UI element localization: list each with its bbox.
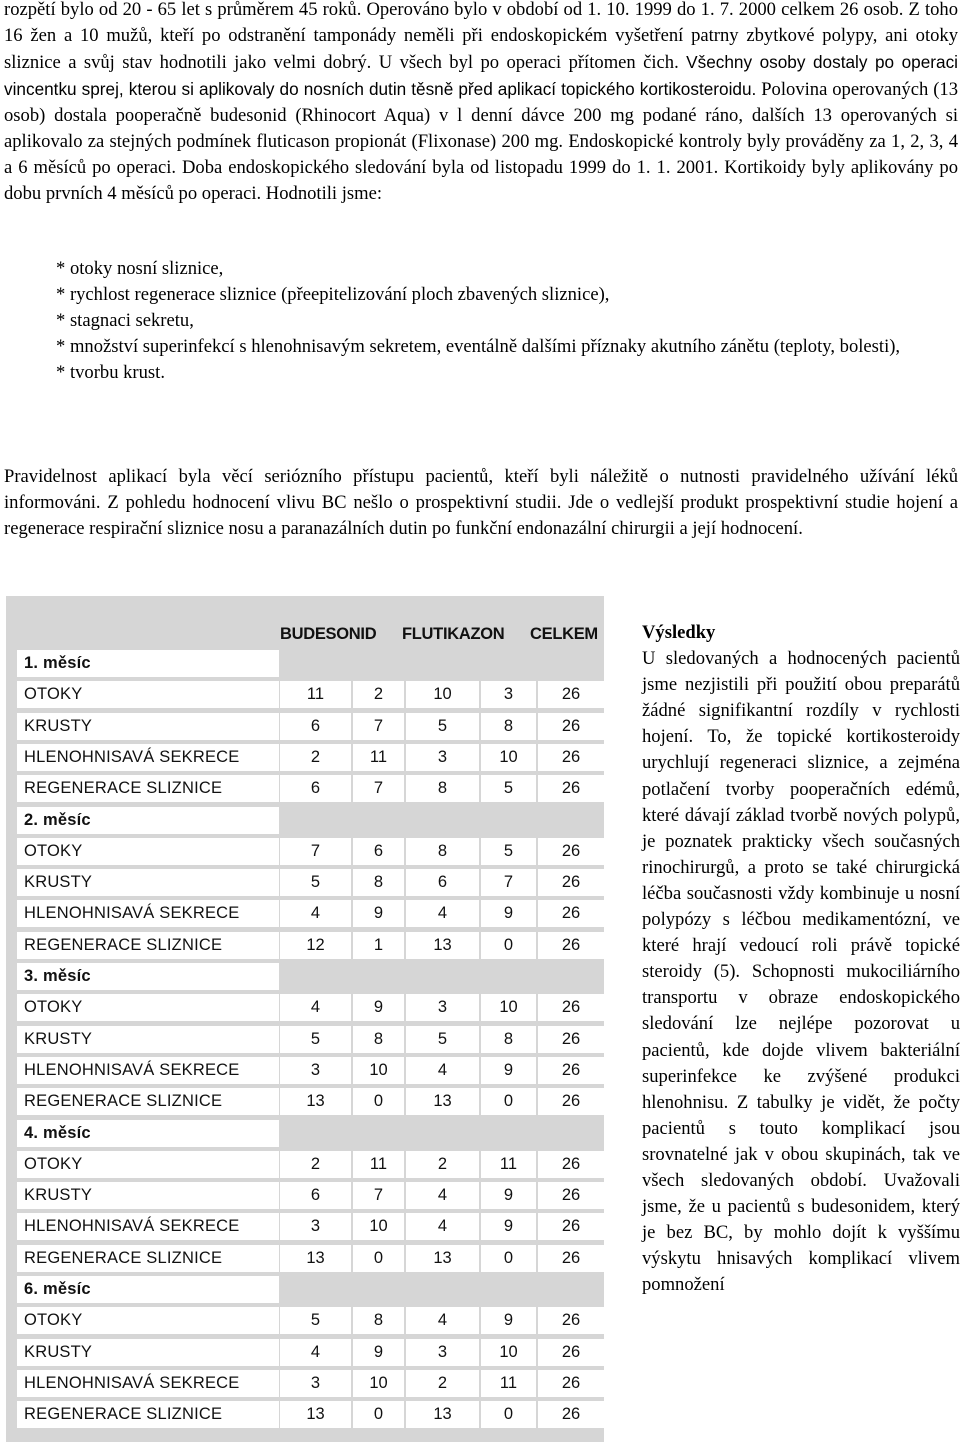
table-cell: 13 xyxy=(406,1088,479,1115)
criteria-item: * otoky nosní sliznice, xyxy=(56,258,224,279)
month-label: 4. měsíc xyxy=(17,1120,279,1147)
intro-paragraph xyxy=(4,0,958,207)
table-cell: 0 xyxy=(353,1401,404,1428)
table-cell: 5 xyxy=(481,775,536,802)
table-row xyxy=(17,900,604,927)
table-cell: 26 xyxy=(538,869,604,896)
table-cell: 2 xyxy=(280,1151,351,1178)
table-cell: 26 xyxy=(538,1401,604,1428)
month-row xyxy=(17,650,604,677)
row-label: KRUSTY xyxy=(17,713,279,740)
table-cell: 0 xyxy=(353,1088,404,1115)
table-cell: 26 xyxy=(538,994,604,1021)
table-cell: 26 xyxy=(538,744,604,771)
table-cell: 26 xyxy=(538,1213,604,1240)
criteria-item: * tvorbu krust. xyxy=(56,362,165,383)
month-label: 3. měsíc xyxy=(17,963,279,990)
row-label: REGENERACE SLIZNICE xyxy=(17,775,279,802)
table-cell: 2 xyxy=(406,1370,479,1397)
table-cell: 11 xyxy=(481,1370,536,1397)
table-cell: 3 xyxy=(280,1213,351,1240)
table-cell: 5 xyxy=(280,869,351,896)
table-cell: 13 xyxy=(406,932,479,959)
table-cell: 9 xyxy=(481,1307,536,1334)
table-cell: 4 xyxy=(406,1182,479,1209)
row-label: HLENOHNISAVÁ SEKRECE xyxy=(17,900,279,927)
table-row xyxy=(17,713,604,740)
table-cell: 12 xyxy=(280,932,351,959)
row-label: REGENERACE SLIZNICE xyxy=(17,1245,279,1272)
row-label: HLENOHNISAVÁ SEKRECE xyxy=(17,1213,279,1240)
month-row xyxy=(17,1276,604,1303)
table-cell: 5 xyxy=(280,1307,351,1334)
table-cell: 10 xyxy=(406,681,479,708)
table-cell: 0 xyxy=(353,1245,404,1272)
table-cell: 11 xyxy=(280,681,351,708)
table-row xyxy=(17,1088,604,1115)
table-cell: 26 xyxy=(538,1088,604,1115)
table-cell: 3 xyxy=(406,1339,479,1366)
table-cell: 26 xyxy=(538,775,604,802)
table-cell: 9 xyxy=(353,994,404,1021)
table-cell: 6 xyxy=(280,1182,351,1209)
row-label: KRUSTY xyxy=(17,1026,279,1053)
month-label: 6. měsíc xyxy=(17,1276,279,1303)
row-label: OTOKY xyxy=(17,838,279,865)
table-cell: 26 xyxy=(538,838,604,865)
table-row xyxy=(17,838,604,865)
table-cell: 26 xyxy=(538,1307,604,1334)
table-row xyxy=(17,775,604,802)
table-row xyxy=(17,994,604,1021)
table-cell: 26 xyxy=(538,1370,604,1397)
table-cell: 7 xyxy=(353,713,404,740)
row-label: OTOKY xyxy=(17,1307,279,1334)
table-cell: 26 xyxy=(538,681,604,708)
table-cell: 13 xyxy=(406,1245,479,1272)
table-row xyxy=(17,1339,604,1366)
table-cell: 6 xyxy=(280,713,351,740)
table-row xyxy=(17,681,604,708)
month-label: 2. měsíc xyxy=(17,807,279,834)
table-cell: 5 xyxy=(280,1026,351,1053)
second-paragraph: Pravidelnost aplikací byla věcí seriózního přístupu pacientů, kteří byli náležitě o nutnosti pravidelného užívání léků informováni. Z pohledu hodnocení vlivu BC nešlo o prospektivní studii. Jde o vedlejší produkt prospektivní studie hojení a regenerace respirační sliznice nosu a paranazálních dutin po funkční endonazální chirurgii a její hodnocení. xyxy=(4,466,958,539)
results-text: U sledovaných a hodnocených pacientů jsme nezjistili při použití obou preparátů žádné signifikantní rozdíly v rychlosti hojení. To, že topické kortikosteroidy urychlují regeneraci sliznice, a zejména potlačení tvorby pooperačních edémů, které dávají základ tvorbě nových polypů, je poznatek prakticky všech současných rinochirurgů, a proto se také chirurgická léčba současnosti vždy kombinuje u nosní polypózy s léčbou medikamentózní, ve které hrají vedoucí roli právě topické steroidy (5). Schopnosti mukociliárního transportu v obraze endoskopického sledování lze nejlépe pozorovat u pacientů, kde dojde vlivem bakteriální superinfekce ke zvýšené produkci hlenohnisu. Z tabulky je vidět, že počty pacientů s touto komplikací jsou srovnatelné jak v obou skupinách, tak ve všech sledovaných období. Uvažovali jsme, že u pacientů s budesonidem, který je bez BC, by mohlo dojít k vyššímu výskytu hnisavých komplikací vlivem pomnožení xyxy=(642,648,960,1296)
table-cell: 13 xyxy=(406,1401,479,1428)
table-cell: 7 xyxy=(353,775,404,802)
table-cell: 26 xyxy=(538,932,604,959)
table-cell: 9 xyxy=(481,1182,536,1209)
table-cell: 26 xyxy=(538,1182,604,1209)
table-cell: 7 xyxy=(481,869,536,896)
intro-sentence-1: rozpětí bylo od 20 - 65 let s průměrem 45 roků. Operováno bylo v období od 1. 10. 1999 do 1. 7. 2000 celkem 26 osob. Z toho 16 žen a 10 mužů, kteří po odstranění tamponády neměli při endoskopickém vyšetření patrny zbytkové polypy, ani otoky sliznice a svůj stav hodnotili jako velmi dobrý. U všech byl po operaci přítomen čich. xyxy=(4,0,958,73)
table-cell: 9 xyxy=(481,1057,536,1084)
table-cell: 5 xyxy=(406,713,479,740)
table-cell: 3 xyxy=(481,681,536,708)
row-label: OTOKY xyxy=(17,1151,279,1178)
table-cell: 7 xyxy=(353,1182,404,1209)
header-celkem: CELKEM xyxy=(530,625,598,643)
table-row xyxy=(17,1151,604,1178)
table-cell: 2 xyxy=(353,681,404,708)
table-cell: 8 xyxy=(481,1026,536,1053)
table-cell: 3 xyxy=(406,744,479,771)
table-cell: 13 xyxy=(280,1245,351,1272)
table-row xyxy=(17,1213,604,1240)
table-row xyxy=(17,869,604,896)
row-label: REGENERACE SLIZNICE xyxy=(17,1401,279,1428)
results-section xyxy=(642,620,960,1298)
table-cell: 4 xyxy=(406,1307,479,1334)
table-cell: 13 xyxy=(280,1088,351,1115)
table-cell: 3 xyxy=(280,1057,351,1084)
table-cell: 26 xyxy=(538,900,604,927)
table-cell: 0 xyxy=(481,1245,536,1272)
table-cell: 26 xyxy=(538,1339,604,1366)
table-cell: 4 xyxy=(280,994,351,1021)
table-cell: 10 xyxy=(353,1213,404,1240)
table-cell: 26 xyxy=(538,713,604,740)
table-cell: 10 xyxy=(481,994,536,1021)
table-cell: 5 xyxy=(481,838,536,865)
row-label: HLENOHNISAVÁ SEKRECE xyxy=(17,744,279,771)
row-label: OTOKY xyxy=(17,994,279,1021)
table-row xyxy=(17,932,604,959)
table-cell: 10 xyxy=(353,1370,404,1397)
table-cell: 6 xyxy=(280,775,351,802)
table-cell: 5 xyxy=(406,1026,479,1053)
table-row xyxy=(17,1245,604,1272)
table-row xyxy=(17,1057,604,1084)
table-cell: 0 xyxy=(481,932,536,959)
header-flutikazon: FLUTIKAZON xyxy=(402,625,505,643)
table-cell: 8 xyxy=(406,838,479,865)
table-cell: 2 xyxy=(406,1151,479,1178)
evaluation-criteria-list xyxy=(56,256,906,386)
table-cell: 4 xyxy=(406,1213,479,1240)
table-row xyxy=(17,1307,604,1334)
table-cell: 7 xyxy=(280,838,351,865)
row-label: REGENERACE SLIZNICE xyxy=(17,1088,279,1115)
table-cell: 26 xyxy=(538,1057,604,1084)
table-cell: 4 xyxy=(280,900,351,927)
table-cell: 3 xyxy=(280,1370,351,1397)
table-cell: 11 xyxy=(481,1151,536,1178)
month-label: 1. měsíc xyxy=(17,650,279,677)
table-row xyxy=(17,744,604,771)
table-cell: 8 xyxy=(481,713,536,740)
table-cell: 9 xyxy=(481,900,536,927)
table-row xyxy=(17,1370,604,1397)
table-cell: 6 xyxy=(353,838,404,865)
table-cell: 1 xyxy=(353,932,404,959)
results-heading: Výsledky xyxy=(642,622,716,643)
table-cell: 2 xyxy=(280,744,351,771)
criteria-item: * stagnaci sekretu, xyxy=(56,310,194,331)
table-cell: 10 xyxy=(353,1057,404,1084)
row-label: KRUSTY xyxy=(17,869,279,896)
row-label: KRUSTY xyxy=(17,1339,279,1366)
intro-sentence-3: Polovina operovaných (13 osob) dostala pooperačně budesonid (Rhinocort Aqua) v l denní dávce 200 mg podané ráno, dalších 13 operovaných si aplikovalo za stejných podmínek fluticason propionát (Flixonase) 200 mg. Endoskopické kontroly byly prováděny za 1, 2, 3, 4 a 6 měsíců po operaci. Doba endoskopického sledování byla od listopadu 1999 do 1. 1. 2001. Kortikoidy byly aplikovány po dobu prvních 4 měsíců po operaci. Hodnotili jsme: xyxy=(4,79,958,204)
table-cell: 0 xyxy=(481,1088,536,1115)
table-row xyxy=(17,1026,604,1053)
table-cell: 26 xyxy=(538,1151,604,1178)
table-cell: 4 xyxy=(280,1339,351,1366)
table-cell: 10 xyxy=(481,1339,536,1366)
row-label: HLENOHNISAVÁ SEKRECE xyxy=(17,1370,279,1397)
table-cell: 4 xyxy=(406,1057,479,1084)
row-label: REGENERACE SLIZNICE xyxy=(17,932,279,959)
table-cell: 26 xyxy=(538,1245,604,1272)
table-row xyxy=(17,1401,604,1428)
header-budesonid: BUDESONID xyxy=(280,625,377,643)
table-cell: 8 xyxy=(353,1026,404,1053)
month-row xyxy=(17,963,604,990)
table-cell: 13 xyxy=(280,1401,351,1428)
table-cell: 8 xyxy=(353,869,404,896)
table-cell: 8 xyxy=(353,1307,404,1334)
table-row xyxy=(17,1182,604,1209)
table-cell: 4 xyxy=(406,900,479,927)
intro-sentence-2: Všechny osoby dostaly po operaci vincentku sprej, kterou si aplikovaly do nosních dutin těsně před aplikací topického kortikosteroidu. xyxy=(4,52,958,99)
table-cell: 6 xyxy=(406,869,479,896)
criteria-item: * množství superinfekcí s hlenohnisavým sekretem, eventálně dalšími příznaky akutního zánětu (teploty, bolesti), xyxy=(56,336,901,357)
criteria-item: * rychlost regenerace sliznice (přeepitelizování ploch zbavených sliznice), xyxy=(56,284,610,305)
table-cell: 10 xyxy=(481,744,536,771)
row-label: HLENOHNISAVÁ SEKRECE xyxy=(17,1057,279,1084)
table-cell: 3 xyxy=(406,994,479,1021)
month-row xyxy=(17,807,604,834)
table-cell: 9 xyxy=(481,1213,536,1240)
row-label: KRUSTY xyxy=(17,1182,279,1209)
table-cell: 11 xyxy=(353,744,404,771)
table-cell: 0 xyxy=(481,1401,536,1428)
table-cell: 8 xyxy=(406,775,479,802)
table-cell: 26 xyxy=(538,1026,604,1053)
row-label: OTOKY xyxy=(17,681,279,708)
table-cell: 9 xyxy=(353,1339,404,1366)
results-table xyxy=(6,596,604,1442)
table-cell: 9 xyxy=(353,900,404,927)
table-cell: 11 xyxy=(353,1151,404,1178)
month-row xyxy=(17,1120,604,1147)
